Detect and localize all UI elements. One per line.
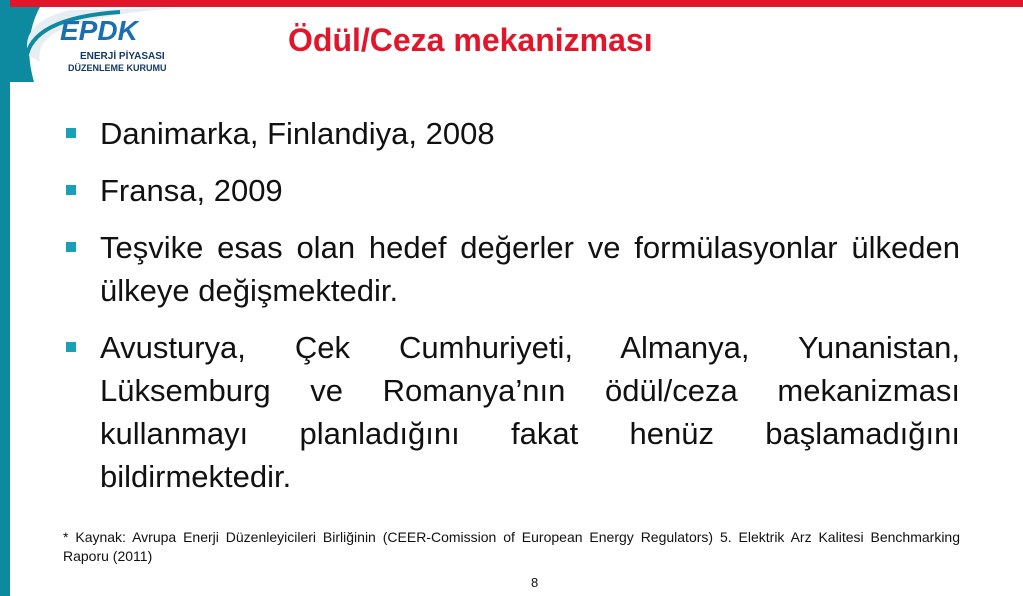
epdk-logo (0, 0, 200, 82)
bullet-text: Danimarka, Finlandiya, 2008 (100, 116, 495, 151)
square-bullet-icon (66, 342, 76, 352)
bullet-text: Teşvike esas olan hedef değerler ve formülasyonlar ülkeden ülkeye değişmektedir. (100, 230, 960, 308)
bullet-text: Fransa, 2009 (100, 173, 283, 208)
bullet-item (60, 112, 960, 155)
bullet-item (60, 226, 960, 312)
page-number: 8 (531, 575, 539, 590)
source-footnote: * Kaynak: Avrupa Enerji Düzenleyicileri Birliğinin (CEER-Comission of European Energy Regulators) 5. Elektrik Arz Kalitesi Benchmarking Raporu (2011) (63, 529, 960, 564)
svg-text:EPDK: EPDK (60, 15, 138, 46)
bullet-item (60, 169, 960, 212)
slide-title: Ödül/Ceza mekanizması (288, 22, 653, 58)
svg-text:DÜZENLEME KURUMU: DÜZENLEME KURUMU (68, 63, 167, 73)
bullet-text: Avusturya, Çek Cumhuriyeti, Almanya, Yunanistan, Lüksemburg ve Romanya’nın ödül/ceza mekanizması kullanmayı planladığını fakat henüz başlamadığını bildirmektedir. (100, 330, 960, 494)
left-accent-stripe (0, 0, 10, 596)
square-bullet-icon (66, 128, 76, 138)
square-bullet-icon (66, 242, 76, 252)
bullet-item (60, 326, 960, 498)
square-bullet-icon (66, 185, 76, 195)
svg-text:ENERJİ PİYASASI: ENERJİ PİYASASI (80, 51, 165, 62)
bullet-list (60, 112, 960, 512)
